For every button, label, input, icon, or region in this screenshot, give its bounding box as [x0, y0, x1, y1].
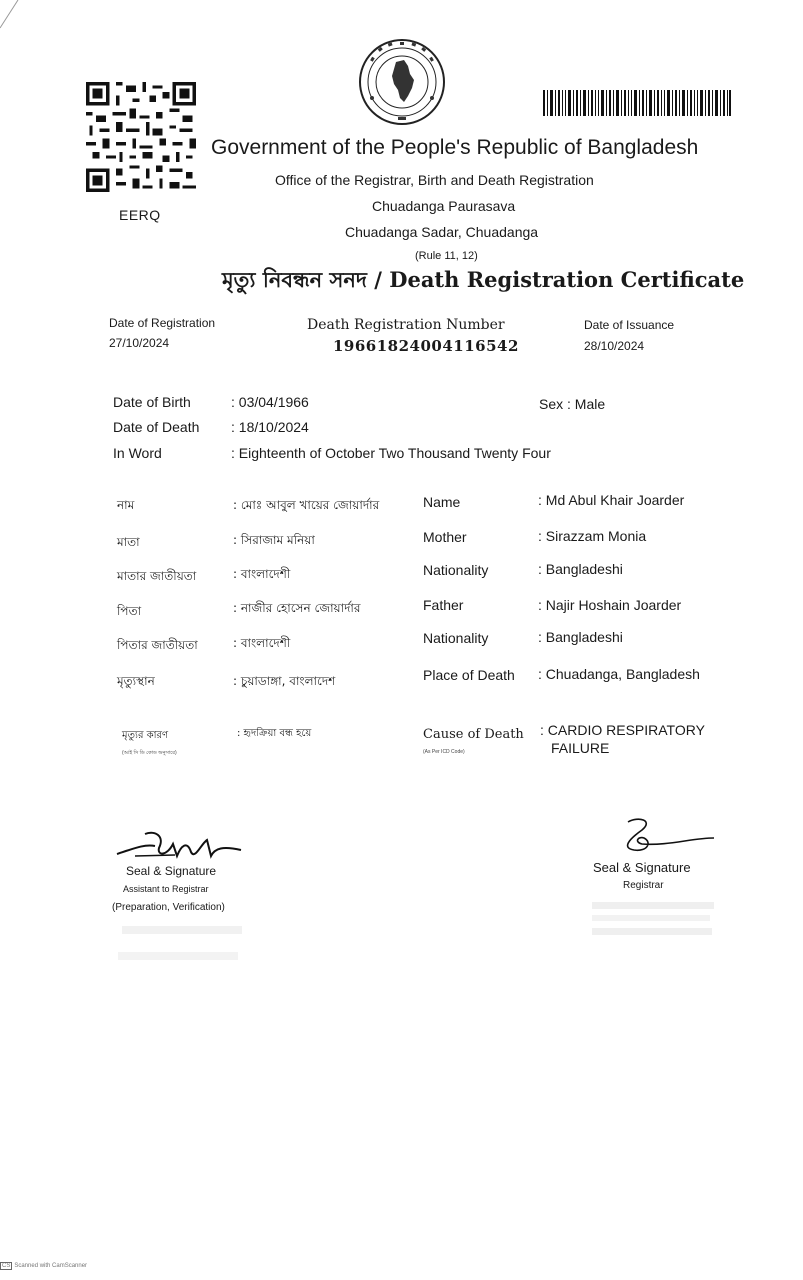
place-of-death-value: : Chuadanga, Bangladesh — [538, 666, 700, 682]
in-word-value: : Eighteenth of October Two Thousand Twenty Four — [231, 445, 551, 461]
mother-nationality-label: Nationality — [423, 562, 489, 578]
paurasava-name: Chuadanga Paurasava — [372, 198, 516, 214]
assistant-signature — [115, 826, 245, 866]
office-name: Office of the Registrar, Birth and Death Registration — [275, 172, 594, 188]
father-label: Father — [423, 597, 464, 613]
birth-date-value: : 03/04/1966 — [231, 394, 309, 410]
bn-place-of-death-label: মৃত্যুস্থান — [117, 674, 155, 688]
barcode — [543, 90, 731, 116]
scanner-watermark — [0, 1262, 87, 1270]
mother-value: : Sirazzam Monia — [538, 528, 647, 544]
mother-label: Mother — [423, 529, 467, 545]
assistant-role-note: (Preparation, Verification) — [112, 902, 225, 913]
registration-number-value: 19661824004116542 — [333, 337, 519, 355]
government-heading: Government of the People's Republic of Bangladesh — [211, 136, 699, 159]
faded-seal-line — [592, 902, 714, 909]
name-value: : Md Abul Khair Joarder — [538, 492, 685, 508]
bn-cause-value: : হৃদক্রিয়া বন্ধ হয়ে — [237, 728, 312, 739]
father-nationality-value: : Bangladeshi — [538, 629, 623, 645]
bn-mother-nationality-value: : বাংলাদেশী — [233, 567, 291, 581]
bn-cause-label: মৃত্যুর কারণ — [122, 730, 169, 741]
cause-value-line2: FAILURE — [551, 740, 610, 756]
registrar-signature — [608, 816, 718, 858]
in-word-label: In Word — [113, 445, 162, 461]
name-label: Name — [423, 494, 461, 510]
father-nationality-label: Nationality — [423, 630, 489, 646]
death-date-value: : 18/10/2024 — [231, 419, 309, 435]
bn-father-label: পিতা — [117, 604, 142, 618]
eerq-label: EERQ — [119, 207, 161, 223]
registrar-seal-title: Seal & Signature — [593, 860, 691, 875]
sex-value: Sex : Male — [539, 396, 606, 412]
cause-label: Cause of Death — [423, 727, 524, 742]
faded-seal-line — [592, 915, 710, 921]
mother-nationality-value: : Bangladeshi — [538, 561, 623, 577]
registration-number-label: Death Registration Number — [307, 317, 505, 333]
assistant-role: Assistant to Registrar — [123, 884, 209, 894]
government-seal-icon — [358, 38, 446, 126]
faded-seal-line — [118, 952, 238, 960]
registrar-role: Registrar — [623, 880, 664, 891]
certificate-title: মৃত্যু নিবন্ধন সনদ / Death Registration Certificate — [222, 267, 745, 292]
death-date-label: Date of Death — [113, 419, 200, 435]
rule-reference: (Rule 11, 12) — [415, 250, 478, 262]
bn-name-value: : মোঃ আবুল খায়ের জোয়ার্দার — [233, 498, 380, 512]
cause-note: (As Per ICD Code) — [423, 749, 465, 755]
scanner-text: Scanned with CamScanner — [14, 1263, 88, 1269]
bn-father-value: : নাজীর হোসেন জোয়ার্দার — [233, 601, 361, 615]
bn-place-of-death-value: : চুয়াডাঙ্গা, বাংলাদেশ — [233, 674, 336, 688]
faded-seal-line — [122, 926, 242, 934]
issuance-date-value: 28/10/2024 — [584, 339, 645, 353]
sadar-name: Chuadanga Sadar, Chuadanga — [345, 224, 539, 240]
bn-mother-value: : সিরাজাম মনিয়া — [233, 533, 315, 547]
cause-value-line1: : CARDIO RESPIRATORY — [540, 722, 705, 738]
bn-father-nationality-label: পিতার জাতীয়তা — [117, 638, 198, 652]
father-value: : Najir Hoshain Joarder — [538, 597, 682, 613]
place-of-death-label: Place of Death — [423, 667, 515, 683]
camscanner-logo-icon: CS — [2, 1263, 11, 1269]
qr-code — [86, 82, 196, 192]
bn-father-nationality-value: : বাংলাদেশী — [233, 636, 291, 650]
registration-date-value: 27/10/2024 — [109, 336, 170, 350]
bn-mother-label: মাতা — [117, 535, 140, 549]
bn-cause-note: (আই সি ডি কোড অনুসারে) — [122, 750, 177, 756]
issuance-date-label: Date of Issuance — [584, 318, 675, 332]
registration-date-label: Date of Registration — [109, 316, 216, 330]
assistant-seal-title: Seal & Signature — [126, 864, 217, 878]
faded-seal-line — [592, 928, 712, 935]
bn-mother-nationality-label: মাতার জাতীয়তা — [117, 569, 197, 583]
bn-name-label: নাম — [117, 498, 135, 512]
birth-date-label: Date of Birth — [113, 394, 191, 410]
corner-mark — [0, 0, 20, 30]
